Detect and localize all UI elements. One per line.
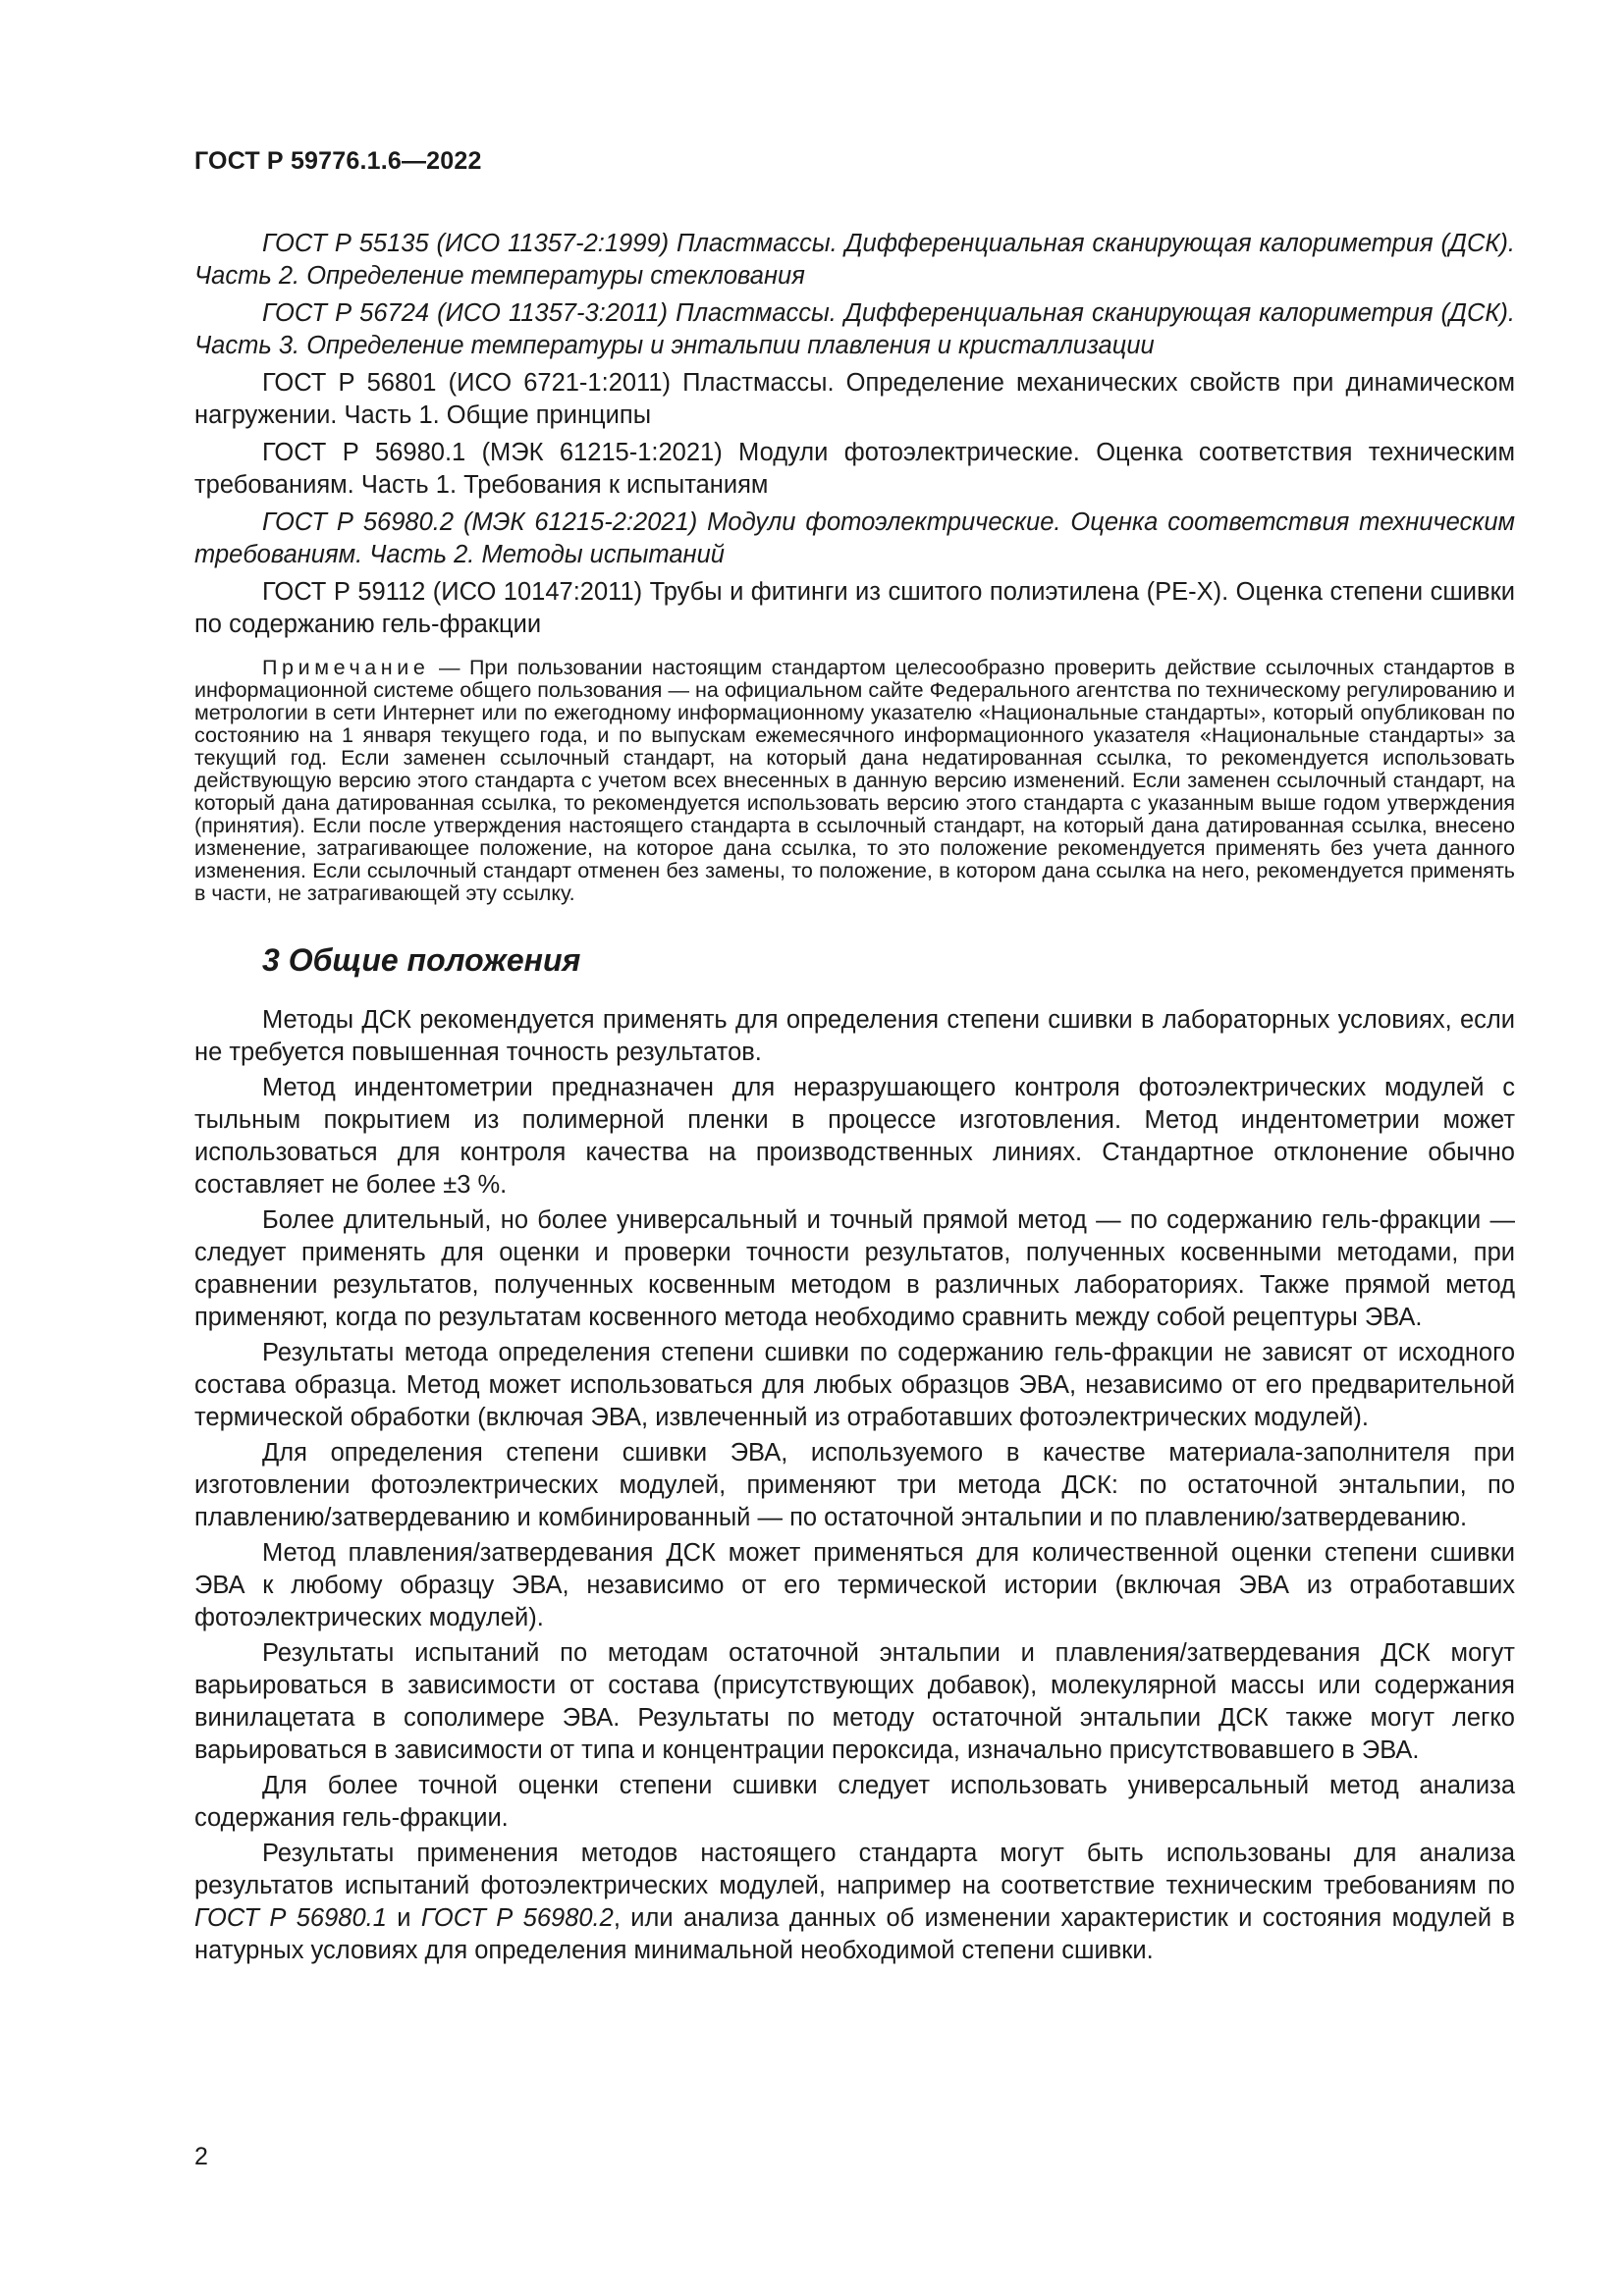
page-number: 2 xyxy=(194,2143,208,2170)
reference-inline-gost-r-56980-2: ГОСТ Р 56980.2 xyxy=(420,1904,614,1932)
paragraph: Для определения степени сшивки ЭВА, используемого в качестве материала-заполнителя при изготовлении фотоэлектрических модулей, применяют три метода ДСК: по остаточной энтальпии, по плавлению/затвердеванию и комбинированный — по остаточной энтальпии и по плавлению/затвердеванию. xyxy=(194,1439,1515,1531)
paragraph: Метод плавления/затвердевания ДСК может применяться для количественной оценки степени сшивки ЭВА к любому образцу ЭВА, независимо от его термической истории (включая ЭВА из отработавших фотоэлектрических модулей). xyxy=(194,1539,1515,1631)
reference-gost-r-56801: ГОСТ Р 56801 (ИСО 6721-1:2011) Пластмассы. Определение механических свойств при динамическом нагружении. Часть 1. Общие принципы xyxy=(194,369,1515,429)
paragraph-text: Результаты применения методов настоящего стандарта могут быть использованы для анализа результатов испытаний фотоэлектрических модулей, например на соответствие техническим требованиям по xyxy=(194,1840,1515,1899)
paragraph: Методы ДСК рекомендуется применять для определения степени сшивки в лабораторных условиях, если не требуется повышенная точность результатов. xyxy=(194,1006,1515,1066)
reference-inline-gost-r-56980-1: ГОСТ Р 56980.1 xyxy=(194,1904,387,1932)
paragraph-text: и xyxy=(386,1904,421,1932)
note-text: — При пользовании настоящим стандартом целесообразно проверить действие ссылочных стандартов в информационной системе общего пользования — на официальном сайте Федерального агентства по техническому регулированию и метрологии в сети Интернет или по ежегодному информационному указателю «Национальные стандарты», который опубликован по состоянию на 1 января текущего года, и по выпускам ежемесячного информационного указателя «Национальные стандарты» за текущий год. Если заменен ссылочный стандарт, на который дана недатированная ссылка, то рекомендуется использовать действующую версию этого стандарта с учетом всех внесенных в данную версию изменений. Если заменен ссылочный стандарт, на который дана датированная ссылка, то рекомендуется использовать версию этого стандарта с указанным выше годом утверждения (принятия). Если после утверждения настоящего стандарта в ссылочный стандарт, на который дана датированная ссылка, внесено изменение, затрагивающее положение, на которое дана ссылка, то это положение рекомендуется применять без учета данного изменения. Если ссылочный стандарт отменен без замены, то положение, в котором дана ссылка на него, рекомендуется применять в части, не затрагивающей эту ссылку. xyxy=(194,656,1515,905)
section-title: 3 Общие положения xyxy=(262,942,581,978)
reference-gost-r-56980-2: ГОСТ Р 56980.2 (МЭК 61215-2:2021) Модули фотоэлектрические. Оценка соответствия техническим требованиям. Часть 2. Методы испытаний xyxy=(194,508,1515,568)
reference-gost-r-56724: ГОСТ Р 56724 (ИСО 11357-3:2011) Пластмассы. Дифференциальная сканирующая калориметрия (ДСК). Часть 3. Определение температуры и энтальпии плавления и кристаллизации xyxy=(194,299,1515,359)
paragraph-text: , или анализа данных об изменении характеристик и состояния модулей в натурных условиях для определения минимальной необходимой степени сшивки. xyxy=(194,1904,1516,1964)
reference-gost-r-56980-1: ГОСТ Р 56980.1 (МЭК 61215-1:2021) Модули фотоэлектрические. Оценка соответствия техническим требованиям. Часть 1. Требования к испытаниям xyxy=(194,439,1515,499)
document-code-header: ГОСТ Р 59776.1.6—2022 xyxy=(194,147,482,175)
normative-references-list xyxy=(194,228,1515,641)
reference-gost-r-59112: ГОСТ Р 59112 (ИСО 10147:2011) Трубы и фитинги из сшитого полиэтилена (PE-X). Оценка степени сшивки по содержанию гель-фракции xyxy=(194,578,1515,638)
page-content xyxy=(194,228,1515,1970)
paragraph-last xyxy=(194,1838,1515,1967)
paragraph: Результаты метода определения степени сшивки по содержанию гель-фракции не зависят от исходного состава образца. Метод может использоваться для любых образцов ЭВА, независимо от его предварительной термической обработки (включая ЭВА, извлеченный из отработавших фотоэлектрических модулей). xyxy=(194,1339,1515,1431)
note-label: Примечание xyxy=(262,656,430,679)
paragraph: Для более точной оценки степени сшивки следует использовать универсальный метод анализа содержания гель-фракции. xyxy=(194,1772,1515,1832)
paragraph: Более длительный, но более универсальный и точный прямой метод — по содержанию гель-фракции — следует применять для оценки и проверки точности результатов, полученных косвенными методами, при сравнении результатов, полученных косвенным методом в различных лабораториях. Также прямой метод применяют, когда по результатам косвенного метода необходимо сравнить между собой рецептуры ЭВА. xyxy=(194,1206,1515,1331)
note-block xyxy=(194,657,1515,905)
reference-gost-r-55135: ГОСТ Р 55135 (ИСО 11357-2:1999) Пластмассы. Дифференциальная сканирующая калориметрия (ДСК). Часть 2. Определение температуры стеклования xyxy=(194,230,1515,290)
section-body xyxy=(194,1004,1515,1967)
paragraph: Метод индентометрии предназначен для неразрушающего контроля фотоэлектрических модулей с тыльным покрытием из полимерной пленки в процессе изготовления. Метод индентометрии может использоваться для контроля качества на производственных линиях. Стандартное отклонение обычно составляет не более ±3 %. xyxy=(194,1074,1515,1199)
paragraph: Результаты испытаний по методам остаточной энтальпии и плавления/затвердевания ДСК могут варьироваться в зависимости от состава (присутствующих добавок), молекулярной массы или содержания винилацетата в сополимере ЭВА. Результаты по методу остаточной энтальпии ДСК также могут легко варьироваться в зависимости от типа и концентрации пероксида, изначально присутствовавшего в ЭВА. xyxy=(194,1639,1515,1764)
